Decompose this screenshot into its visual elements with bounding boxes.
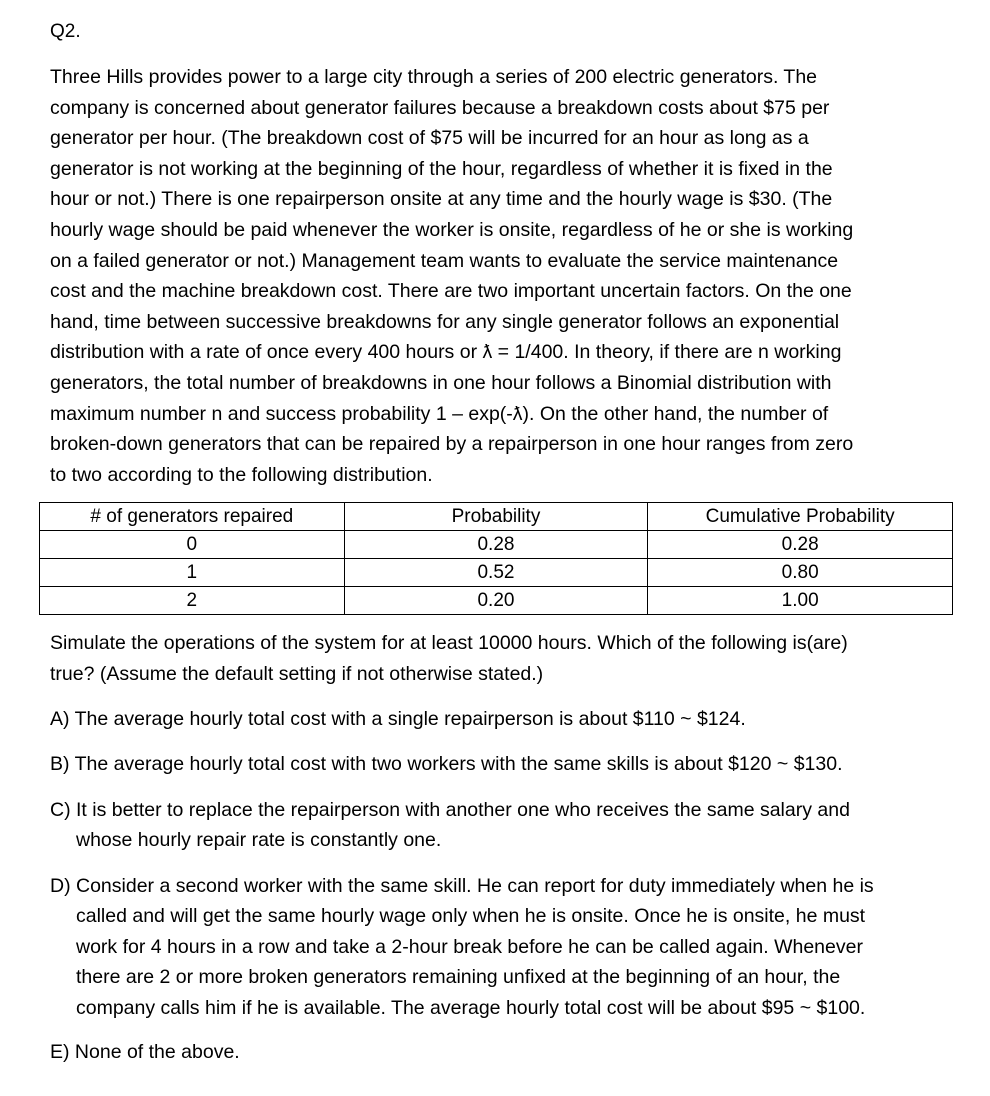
table-row bbox=[40, 559, 953, 587]
cell-cumulative-probability: 1.00 bbox=[648, 587, 953, 615]
paragraph-line: generator per hour. (The breakdown cost of $75 will be incurred for an hour as long as a bbox=[50, 127, 809, 150]
option-line: there are 2 or more broken generators remaining unfixed at the beginning of an hour, the bbox=[76, 966, 841, 989]
paragraph-line: Three Hills provides power to a large city through a series of 200 electric generators. The bbox=[50, 66, 818, 88]
paragraph-line: company is concerned about generator failures because a breakdown costs about $75 per bbox=[50, 96, 830, 119]
problem-paragraph bbox=[50, 62, 940, 490]
cell-probability: 0.52 bbox=[344, 559, 648, 587]
instruction-text bbox=[50, 628, 940, 689]
paragraph-line: generator is not working at the beginning of the hour, regardless of whether it is fixed in the bbox=[50, 157, 833, 180]
table-header-row bbox=[40, 503, 953, 531]
option-e bbox=[50, 1037, 950, 1067]
paragraph-line: distribution with a rate of once every 400 hours or ƛ = 1/400. In theory, if there are n working bbox=[50, 341, 842, 364]
paragraph-line: cost and the machine breakdown cost. There are two important uncertain factors. On the one bbox=[50, 280, 852, 303]
cell-probability: 0.20 bbox=[344, 587, 648, 615]
header-cumulative-probability: Cumulative Probability bbox=[648, 503, 953, 531]
cell-probability: 0.28 bbox=[344, 531, 648, 559]
table-row bbox=[40, 587, 953, 615]
table-row bbox=[40, 531, 953, 559]
repair-distribution-table bbox=[39, 502, 953, 615]
option-d bbox=[50, 871, 950, 1023]
option-line: whose hourly repair rate is constantly one. bbox=[76, 829, 442, 852]
option-line: A) The average hourly total cost with a single repairperson is about $110 ~ $124. bbox=[50, 708, 746, 730]
option-line: company calls him if he is available. The average hourly total cost will be about $95 ~ $100. bbox=[76, 996, 866, 1019]
paragraph-line: broken-down generators that can be repaired by a repairperson in one hour ranges from zero bbox=[50, 433, 854, 456]
option-b bbox=[50, 749, 950, 779]
option-a bbox=[50, 704, 950, 734]
question-label: Q2. bbox=[50, 21, 81, 42]
cell-generators-repaired: 0 bbox=[40, 531, 345, 559]
paragraph-line: generators, the total number of breakdowns in one hour follows a Binomial distribution with bbox=[50, 371, 832, 394]
option-line: E) None of the above. bbox=[50, 1041, 240, 1063]
paragraph-line: maximum number n and success probability 1 – exp(-ƛ). On the other hand, the number of bbox=[50, 402, 829, 425]
paragraph-line: hour or not.) There is one repairperson onsite at any time and the hourly wage is $30. (The bbox=[50, 188, 833, 211]
paragraph-line: to two according to the following distribution. bbox=[50, 463, 433, 486]
option-line: called and will get the same hourly wage only when he is onsite. Once he is onsite, he must bbox=[76, 905, 866, 928]
option-c bbox=[50, 795, 950, 856]
option-line: D) Consider a second worker with the same skill. He can report for duty immediately when he is bbox=[50, 875, 874, 897]
option-line: C) It is better to replace the repairperson with another one who receives the same salary and bbox=[50, 799, 850, 821]
cell-generators-repaired: 1 bbox=[40, 559, 345, 587]
paragraph-line: on a failed generator or not.) Management team wants to evaluate the service maintenance bbox=[50, 249, 839, 272]
option-line: work for 4 hours in a row and take a 2-hour break before he can be called again. Whenever bbox=[76, 935, 863, 958]
cell-generators-repaired: 2 bbox=[40, 587, 345, 615]
paragraph-line: hourly wage should be paid whenever the worker is onsite, regardless of he or she is working bbox=[50, 218, 854, 241]
paragraph-line: hand, time between successive breakdowns for any single generator follows an exponential bbox=[50, 310, 840, 333]
cell-cumulative-probability: 0.80 bbox=[648, 559, 953, 587]
instruction-line: Simulate the operations of the system for at least 10000 hours. Which of the following is(are) bbox=[50, 632, 848, 654]
instruction-line: true? (Assume the default setting if not otherwise stated.) bbox=[50, 662, 544, 685]
header-probability: Probability bbox=[344, 503, 648, 531]
option-line: B) The average hourly total cost with two workers with the same skills is about $120 ~ $130. bbox=[50, 753, 843, 775]
cell-cumulative-probability: 0.28 bbox=[648, 531, 953, 559]
header-generators-repaired: # of generators repaired bbox=[40, 503, 345, 531]
